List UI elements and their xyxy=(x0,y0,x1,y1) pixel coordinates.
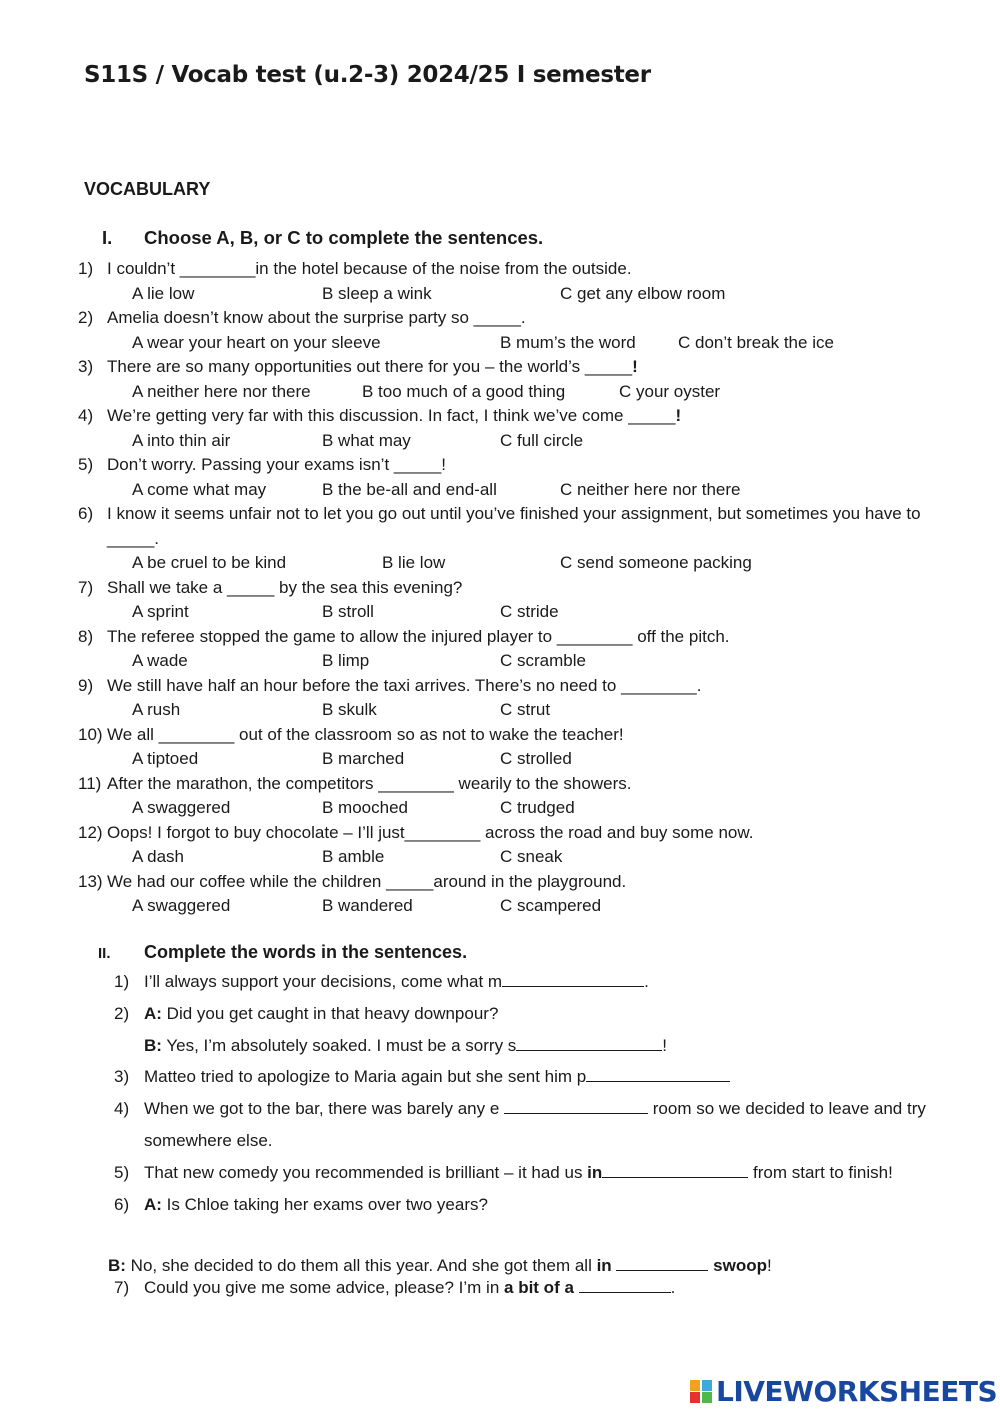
part2-question xyxy=(114,1157,934,1189)
answer-options xyxy=(78,796,958,821)
question-text: Oops! I forgot to buy chocolate – I’ll just xyxy=(107,822,405,842)
answer-blank[interactable]: _____ xyxy=(473,308,521,327)
answer-blank[interactable]: _____ xyxy=(584,357,633,376)
question xyxy=(78,772,958,797)
question-text: Don’t worry. Passing your exams isn’t xyxy=(107,455,394,474)
answer-blank[interactable]: _____ xyxy=(393,455,442,474)
answer-blank[interactable]: _____ xyxy=(107,528,155,548)
answer-blank[interactable] xyxy=(616,1256,708,1271)
part2-question xyxy=(114,1093,934,1157)
option-b[interactable]: B marched xyxy=(322,749,405,768)
question-text: around in the playground. xyxy=(433,871,627,891)
option-b[interactable]: B skulk xyxy=(322,700,377,719)
question xyxy=(78,625,958,650)
question-text: ! xyxy=(632,357,638,376)
question-text: across the road and buy some now. xyxy=(480,822,754,842)
question-text: We still have half an hour before the taxi arrives. There’s no need to xyxy=(107,675,622,695)
question xyxy=(78,870,958,895)
question xyxy=(78,306,958,331)
question-text: wearily to the showers. xyxy=(453,773,632,793)
question-number: 2) xyxy=(78,308,94,327)
option-c[interactable]: C scramble xyxy=(500,651,586,670)
answer-blank[interactable] xyxy=(502,972,644,987)
answer-options xyxy=(78,747,958,772)
option-c[interactable]: C get any elbow room xyxy=(560,283,726,303)
answer-options xyxy=(78,478,958,503)
section-heading: VOCABULARY xyxy=(84,179,211,199)
question xyxy=(78,821,958,846)
answer-options xyxy=(78,429,958,454)
part2-question xyxy=(114,1189,934,1221)
punctuation: . xyxy=(644,972,649,991)
question xyxy=(78,674,958,699)
liveworksheets-logo xyxy=(690,1374,997,1408)
answer-options xyxy=(78,380,958,405)
option-a[interactable]: A sprint xyxy=(132,602,189,621)
question-text: We had our coffee while the children xyxy=(107,871,387,891)
option-b[interactable]: B lie low xyxy=(382,553,446,572)
answer-options xyxy=(78,282,958,307)
question-text: Is Chloe taking her exams over two years? xyxy=(161,1194,488,1214)
worksheet-title: S11S / Vocab test (u.2-3) 2024/25 I semester xyxy=(84,62,651,88)
answer-blank[interactable]: ________ xyxy=(158,724,235,744)
question xyxy=(78,453,958,478)
question-number: 12) xyxy=(78,822,103,842)
question xyxy=(78,355,958,380)
option-c[interactable]: C your oyster xyxy=(619,381,721,401)
question-number: 7) xyxy=(114,1278,130,1297)
answer-options xyxy=(78,894,958,919)
part2-question xyxy=(114,966,934,998)
part2-question xyxy=(114,1061,934,1093)
option-b[interactable]: B sleep a wink xyxy=(322,283,432,303)
punctuation: ! xyxy=(767,1256,772,1275)
part1-number: I. xyxy=(102,227,113,248)
question-text: No, she decided to do them all this year. And she got them all xyxy=(125,1256,597,1275)
question-text: Could you give me some advice, please? I’m in xyxy=(144,1278,505,1297)
question-text: I’ll always support your decisions, come what m xyxy=(144,972,503,991)
part2-question xyxy=(114,1278,675,1298)
answer-blank[interactable] xyxy=(579,1278,671,1293)
option-a[interactable]: A dash xyxy=(132,847,184,866)
question-text: We all xyxy=(107,724,159,744)
option-a[interactable]: A into thin air xyxy=(132,430,231,450)
question-text: That new comedy you recommended is brilliant – it had us xyxy=(144,1162,588,1182)
question-text: by the sea this evening? xyxy=(274,577,463,597)
bold-word: a bit of a xyxy=(504,1278,574,1297)
question-text: Matteo tried to apologize to Maria again but she sent him p xyxy=(144,1067,587,1087)
option-a[interactable]: A rush xyxy=(132,700,181,719)
option-c[interactable]: C strolled xyxy=(500,749,572,768)
speaker-label: A: xyxy=(144,1003,162,1023)
option-a[interactable]: A neither here nor there xyxy=(132,381,311,401)
question-text: Amelia doesn’t know about the surprise party so xyxy=(107,308,474,327)
option-a[interactable]: A tiptoed xyxy=(132,749,199,768)
question-text: When we got to the bar, there was barely any e xyxy=(144,1099,505,1119)
part2-question xyxy=(114,998,934,1062)
question-number: 4) xyxy=(78,406,94,425)
speaker-label: B: xyxy=(144,1035,162,1055)
option-c[interactable]: C trudged xyxy=(500,798,575,817)
question-text: . xyxy=(154,528,160,548)
question-text: . xyxy=(696,675,702,695)
speaker-label: A: xyxy=(144,1194,162,1214)
question-number: 8) xyxy=(78,626,94,646)
option-b[interactable]: B limp xyxy=(322,651,370,670)
question-number: 1) xyxy=(114,972,130,991)
option-b[interactable]: B the be-all and end-all xyxy=(322,479,497,499)
question-number: 6) xyxy=(114,1194,130,1214)
answer-options xyxy=(78,551,958,576)
answer-blank[interactable]: _____ xyxy=(227,577,275,597)
question xyxy=(78,502,958,551)
question-text: There are so many opportunities out there for you – the world’s xyxy=(107,357,585,376)
question-number: 13) xyxy=(78,871,103,891)
answer-blank[interactable] xyxy=(504,1099,648,1114)
part1-heading xyxy=(102,227,543,249)
answer-blank[interactable]: _____ xyxy=(628,406,676,425)
question-text: room so we decided to leave and try somewhere else. xyxy=(144,1099,926,1150)
part1-instruction: Choose A, B, or C to complete the sentences. xyxy=(144,227,544,248)
question-text: ! xyxy=(441,455,446,474)
question-number: 1) xyxy=(78,259,94,278)
question-number: 5) xyxy=(78,455,94,474)
option-b[interactable]: B amble xyxy=(322,847,385,866)
answer-blank[interactable]: ________ xyxy=(378,773,454,793)
answer-options xyxy=(78,649,958,674)
part2-q6-b-line xyxy=(108,1256,772,1276)
option-b[interactable]: B stroll xyxy=(322,602,374,621)
answer-options xyxy=(78,600,958,625)
option-b[interactable]: B what may xyxy=(322,430,411,450)
bold-word: swoop xyxy=(713,1256,767,1275)
option-a[interactable]: A swaggered xyxy=(132,896,231,915)
speaker-label: B: xyxy=(108,1256,126,1275)
answer-blank[interactable]: ________ xyxy=(556,626,633,646)
question-number: 3) xyxy=(78,357,94,376)
answer-blank[interactable] xyxy=(586,1067,730,1082)
option-a[interactable]: A lie low xyxy=(132,283,195,303)
answer-options xyxy=(78,845,958,870)
question-number: 9) xyxy=(78,675,94,695)
option-c[interactable]: C don’t break the ice xyxy=(678,332,834,352)
question-number: 2) xyxy=(114,1003,130,1023)
option-b[interactable]: B wandered xyxy=(322,896,413,915)
option-c[interactable]: C sneak xyxy=(500,847,563,866)
option-a[interactable]: A wade xyxy=(132,651,188,670)
answer-blank[interactable]: _____ xyxy=(386,871,434,891)
question-text: Shall we take a xyxy=(107,577,228,597)
answer-blank[interactable]: ________ xyxy=(621,675,697,695)
bold-word: in xyxy=(587,1162,603,1182)
question xyxy=(78,576,958,601)
option-a[interactable]: A swaggered xyxy=(132,798,231,817)
question-number: 3) xyxy=(114,1067,130,1087)
question-text: We’re getting very far with this discussion. In fact, I think we’ve come xyxy=(107,406,629,425)
option-c[interactable]: C stride xyxy=(500,602,559,621)
question-text: off the pitch. xyxy=(632,626,730,646)
question-text: I couldn’t xyxy=(107,259,180,278)
option-c[interactable]: C scampered xyxy=(500,896,602,915)
question-text: I know it seems unfair not to let you go out until you’ve finished your assignment, but sometimes you have to xyxy=(107,504,921,523)
question-number: 4) xyxy=(114,1099,130,1119)
question-text: ! xyxy=(675,406,682,425)
question-text: from start to finish! xyxy=(748,1162,893,1182)
option-b[interactable]: B mum’s the word xyxy=(500,332,636,352)
option-c[interactable]: C strut xyxy=(500,700,551,719)
part2-heading xyxy=(98,942,467,963)
question-number: 10) xyxy=(78,724,103,744)
part2-number: II. xyxy=(98,945,111,962)
bold-word: in xyxy=(596,1256,612,1275)
question-text: After the marathon, the competitors xyxy=(107,773,379,793)
punctuation: . xyxy=(670,1278,676,1297)
part2-instruction: Complete the words in the sentences. xyxy=(144,942,468,962)
part2-questions xyxy=(114,966,934,1220)
question-number: 11) xyxy=(78,773,102,793)
question-number: 7) xyxy=(78,577,94,597)
option-a[interactable]: A wear your heart on your sleeve xyxy=(132,332,381,352)
question-text: Yes, I’m absolutely soaked. I must be a sorry s xyxy=(161,1035,517,1055)
question xyxy=(78,257,958,282)
logo-grid-icon xyxy=(690,1378,714,1404)
answer-options xyxy=(78,698,958,723)
logo-text: LIVEWORKSHEETS xyxy=(716,1374,998,1408)
option-c[interactable]: C full circle xyxy=(500,430,584,450)
option-b[interactable]: B mooched xyxy=(322,798,408,817)
option-c[interactable]: C send someone packing xyxy=(560,553,752,572)
answer-blank[interactable]: ________ xyxy=(404,822,481,842)
question-number: 6) xyxy=(78,504,94,523)
question-number: 5) xyxy=(114,1162,130,1182)
answer-options xyxy=(78,331,958,356)
question-text: out of the classroom so as not to wake the teacher! xyxy=(234,724,624,744)
question xyxy=(78,723,958,748)
option-b[interactable]: B too much of a good thing xyxy=(362,381,566,401)
question-text: Did you get caught in that heavy downpour? xyxy=(161,1003,499,1023)
option-a[interactable]: A come what may xyxy=(132,479,267,499)
question-text: in the hotel because of the noise from the outside. xyxy=(255,259,632,278)
question-text: . xyxy=(520,308,526,327)
answer-blank[interactable]: ________ xyxy=(179,259,256,278)
option-c[interactable]: C neither here nor there xyxy=(560,479,741,499)
punctuation: ! xyxy=(662,1035,668,1055)
answer-blank[interactable] xyxy=(516,1036,662,1051)
answer-blank[interactable] xyxy=(602,1163,748,1178)
question-text: The referee stopped the game to allow the injured player to xyxy=(107,626,557,646)
option-a[interactable]: A be cruel to be kind xyxy=(132,553,287,572)
part1-questions xyxy=(78,257,958,919)
question xyxy=(78,404,958,429)
